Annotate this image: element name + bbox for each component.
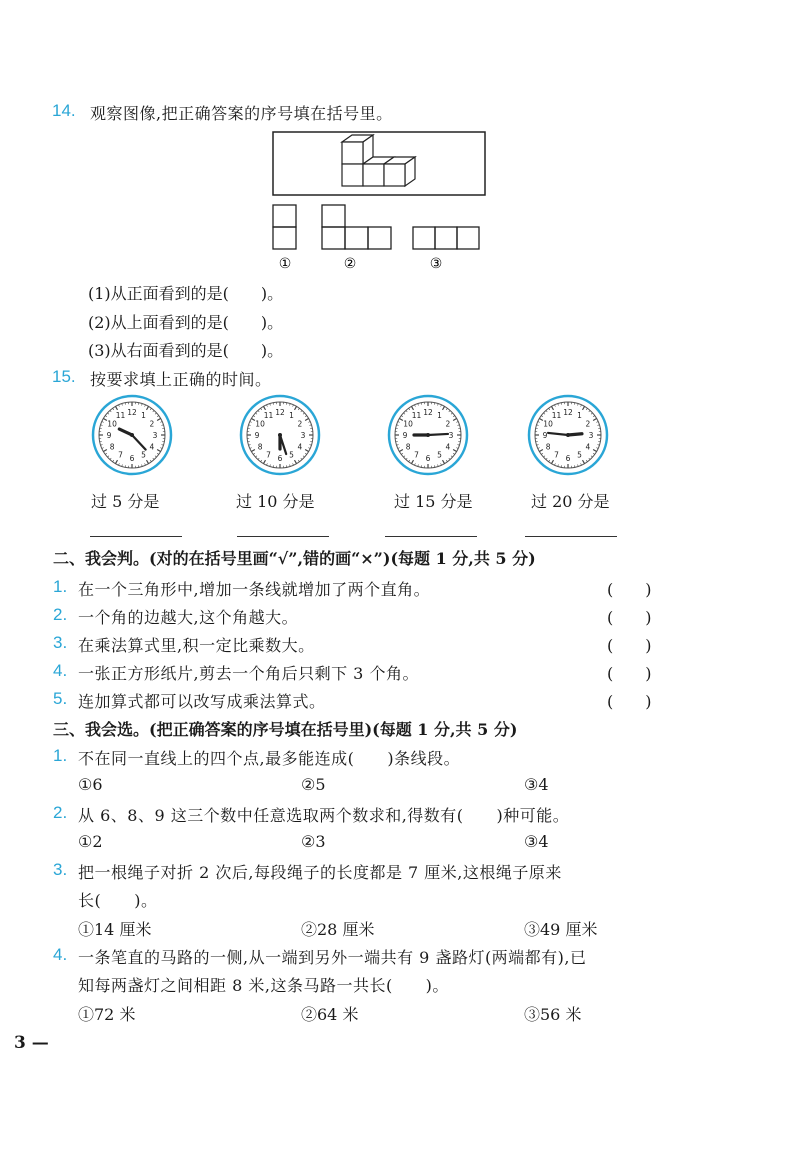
s3-item-4-text-line1: 一条笔直的马路的一侧,从一端到另外一端共有 9 盏路灯(两端都有),已 (78, 948, 587, 967)
answer-blank-3[interactable] (385, 536, 477, 537)
clock-numeral: 11 (115, 410, 126, 420)
hour-hand (568, 434, 582, 435)
q15-prompt: 按要求填上正确的时间。 (90, 370, 272, 389)
clock-4 (527, 394, 609, 476)
page-number: 3 — (14, 1033, 49, 1053)
clock-3 (387, 394, 469, 476)
s3-item-4-option-3: ③56 米 (524, 1005, 582, 1024)
clock-1 (91, 394, 173, 476)
clock-numeral: 10 (403, 419, 413, 429)
clock-numeral: 8 (405, 442, 411, 452)
q15-number: 15. (52, 367, 76, 386)
clock-numeral: 10 (255, 419, 265, 429)
s3-item-1-option-3: ③4 (524, 775, 549, 794)
view-label-2: ② (343, 256, 357, 272)
s2-item-3-number: 3. (53, 633, 68, 652)
clock-4-caption: 过 20 分是 (531, 492, 610, 511)
s3-item-3-text-line2: 长( )。 (78, 891, 158, 910)
s3-item-1-option-2: ②5 (301, 775, 326, 794)
clock-center (426, 433, 430, 437)
s3-item-1-option-1: ①6 (78, 775, 103, 794)
s3-item-2-option-1: ①2 (78, 832, 103, 851)
clock-numeral: 4 (585, 442, 591, 452)
section-2-title: 二、我会判。(对的在括号里画“√”,错的画“×”)(每题 1 分,共 5 分) (53, 549, 536, 568)
s2-item-1-number: 1. (53, 577, 68, 596)
clock-numeral: 9 (402, 430, 408, 440)
clock-numeral: 7 (118, 450, 123, 460)
s3-item-4-option-2: ②64 米 (301, 1005, 359, 1024)
section-3-title: 三、我会选。(把正确答案的序号填在括号里)(每题 1 分,共 5 分) (53, 720, 518, 739)
s3-item-4-option-1: ①72 米 (78, 1005, 136, 1024)
clock-numeral: 5 (437, 450, 442, 460)
s3-item-3-option-3: ③49 厘米 (524, 920, 598, 939)
clock-numeral: 12 (563, 407, 573, 417)
s2-item-1-text: 在一个三角形中,增加一条线就增加了两个直角。 (78, 580, 431, 599)
s2-item-5-paren[interactable]: ( ) (607, 692, 652, 711)
clock-numeral: 1 (437, 410, 442, 420)
clock-numeral: 6 (425, 453, 431, 463)
s2-item-2-text: 一个角的边越大,这个角越大。 (78, 608, 299, 627)
clock-3-caption: 过 15 分是 (394, 492, 473, 511)
clock-numeral: 8 (545, 442, 551, 452)
clock-numeral: 5 (289, 450, 294, 460)
s2-item-1-paren[interactable]: ( ) (607, 580, 652, 599)
s3-item-2-option-3: ③4 (524, 832, 549, 851)
clock-2 (239, 394, 321, 476)
clock-numeral: 7 (554, 450, 559, 460)
clock-1-caption: 过 5 分是 (91, 492, 160, 511)
s2-item-4-paren[interactable]: ( ) (607, 664, 652, 683)
s3-item-2-text: 从 6、8、9 这三个数中任意选取两个数求和,得数有( )种可能。 (78, 806, 570, 825)
clock-numeral: 3 (588, 430, 594, 440)
clock-numeral: 9 (254, 430, 260, 440)
clock-numeral: 11 (551, 410, 562, 420)
clock-numeral: 6 (129, 453, 135, 463)
s3-item-3-text-line1: 把一根绳子对折 2 次后,每段绳子的长度都是 7 厘米,这根绳子原来 (78, 863, 562, 882)
clock-numeral: 6 (565, 453, 571, 463)
clock-numeral: 10 (107, 419, 117, 429)
clock-numeral: 2 (149, 419, 155, 429)
clock-numeral: 1 (141, 410, 146, 420)
clock-numeral: 9 (106, 430, 112, 440)
s2-item-4-number: 4. (53, 661, 68, 680)
s3-item-4-number: 4. (53, 945, 68, 964)
s3-item-3-option-1: ①14 厘米 (78, 920, 152, 939)
view-label-3: ③ (429, 256, 443, 272)
clock-numeral: 4 (149, 442, 155, 452)
clock-numeral: 5 (141, 450, 146, 460)
minute-hand (428, 434, 448, 435)
q14-prompt: 观察图像,把正确答案的序号填在括号里。 (90, 104, 393, 123)
clock-numeral: 4 (297, 442, 303, 452)
s2-item-4-text: 一张正方形纸片,剪去一个角后只剩下 3 个角。 (78, 664, 419, 683)
s2-item-3-paren[interactable]: ( ) (607, 636, 652, 655)
clock-numeral: 3 (448, 430, 454, 440)
q14-sub-2: (2)从上面看到的是( )。 (88, 313, 284, 332)
clock-numeral: 11 (263, 410, 274, 420)
clock-numeral: 2 (297, 419, 303, 429)
clock-numeral: 3 (300, 430, 306, 440)
clock-numeral: 12 (127, 407, 137, 417)
clock-numeral: 11 (411, 410, 422, 420)
s3-item-2-option-2: ②3 (301, 832, 326, 851)
clock-2-caption: 过 10 分是 (236, 492, 315, 511)
clock-numeral: 2 (445, 419, 451, 429)
s3-item-4-text-line2: 知每两盏灯之间相距 8 米,这条马路一共长( )。 (78, 976, 449, 995)
q14-sub-3: (3)从右面看到的是( )。 (88, 341, 284, 360)
answer-blank-4[interactable] (525, 536, 617, 537)
answer-blank-2[interactable] (237, 536, 329, 537)
s3-item-3-option-2: ②28 厘米 (301, 920, 375, 939)
clock-numeral: 7 (266, 450, 271, 460)
s2-item-5-number: 5. (53, 689, 68, 708)
s3-item-3-number: 3. (53, 860, 68, 879)
clock-numeral: 3 (152, 430, 158, 440)
clock-numeral: 8 (257, 442, 263, 452)
clock-center (278, 433, 282, 437)
clock-numeral: 7 (414, 450, 419, 460)
clock-numeral: 8 (109, 442, 115, 452)
s2-item-5-text: 连加算式都可以改写成乘法算式。 (78, 692, 326, 711)
clock-center (566, 433, 570, 437)
clock-numeral: 6 (277, 453, 283, 463)
s3-item-1-text: 不在同一直线上的四个点,最多能连成( )条线段。 (78, 749, 461, 768)
view-options (273, 205, 479, 249)
clock-numeral: 12 (275, 407, 285, 417)
view-label-1: ① (278, 256, 292, 272)
s2-item-2-number: 2. (53, 605, 68, 624)
cube-solid (342, 135, 415, 186)
clock-center (130, 433, 134, 437)
clock-numeral: 1 (577, 410, 582, 420)
clock-numeral: 9 (542, 430, 548, 440)
s2-item-2-paren[interactable]: ( ) (607, 608, 652, 627)
clock-numeral: 2 (585, 419, 591, 429)
s2-item-3-text: 在乘法算式里,积一定比乘数大。 (78, 636, 315, 655)
clock-numeral: 10 (543, 419, 553, 429)
clock-numeral: 5 (577, 450, 582, 460)
clock-numeral: 4 (445, 442, 451, 452)
q14-number: 14. (52, 101, 76, 120)
s3-item-1-number: 1. (53, 746, 68, 765)
answer-blank-1[interactable] (90, 536, 182, 537)
clock-numeral: 1 (289, 410, 294, 420)
q14-sub-1: (1)从正面看到的是( )。 (88, 284, 284, 303)
clock-numeral: 12 (423, 407, 433, 417)
s3-item-2-number: 2. (53, 803, 68, 822)
q14-figure (270, 130, 490, 275)
